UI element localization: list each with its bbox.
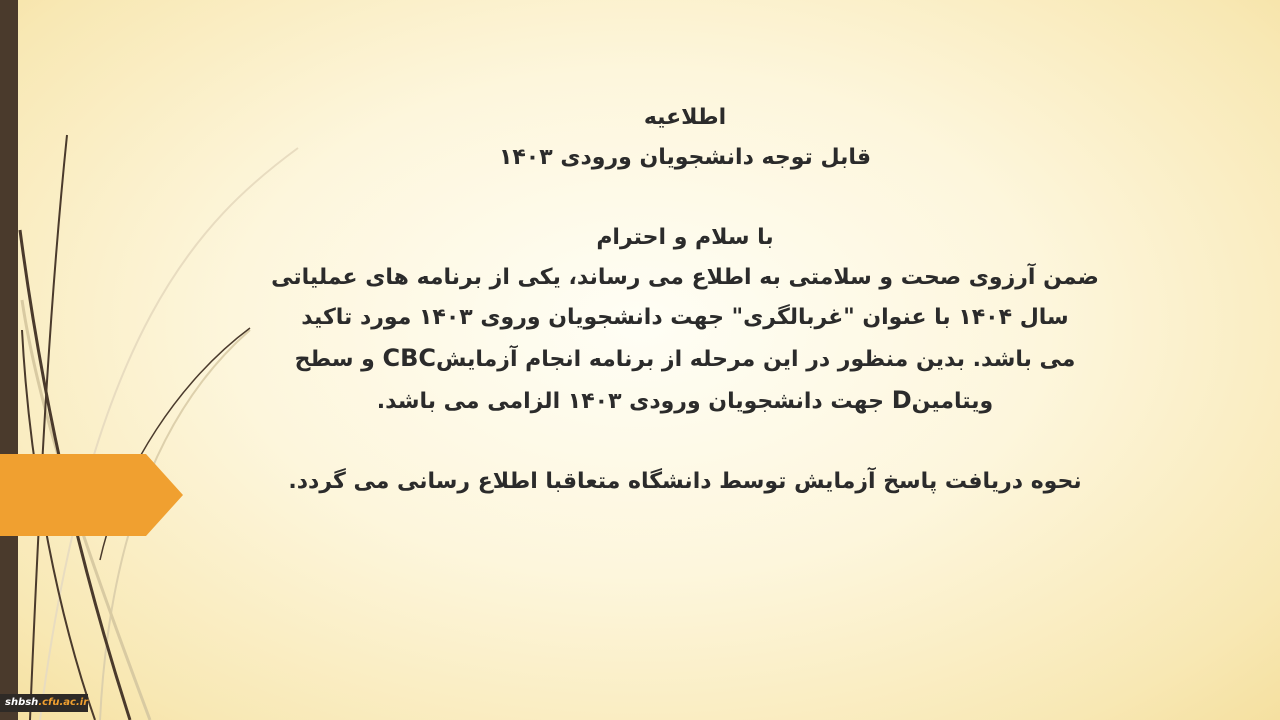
- watermark-part-2: .cfu.ac.ir: [38, 697, 89, 708]
- closing-text: نحوه دریافت پاسخ آزمایش توسط دانشگاه متعاقبا اطلاع رسانی می گردد.: [288, 469, 1082, 494]
- body-line-1: ضمن آرزوی صحت و سلامتی به اطلاع می رساند، یکی از برنامه های عملیاتی: [271, 265, 1099, 290]
- body-line-4-suffix: جهت دانشجویان ورودی ۱۴۰۳ الزامی می باشد.: [376, 389, 892, 414]
- greeting: با سلام و احترام: [596, 225, 774, 250]
- watermark-part-1: shbsh: [5, 697, 39, 708]
- watermark-url: [0, 694, 88, 712]
- body-line-3-suffix: و سطح: [294, 347, 383, 372]
- body-line-4: [240, 380, 1130, 422]
- body-line-3: [240, 338, 1130, 380]
- body-line-4-prefix: ویتامین: [911, 389, 994, 414]
- body-line-2: سال ۱۴۰۴ با عنوان "غربالگری" جهت دانشجویان وروی ۱۴۰۳ مورد تاکید: [301, 305, 1069, 330]
- vitamin-d-term: D: [891, 386, 912, 414]
- cbc-term: CBC: [382, 344, 437, 372]
- orange-arrow-shape: [0, 454, 183, 536]
- spacer: [240, 422, 1130, 462]
- notice-subtitle: قابل توجه دانشجویان ورودی ۱۴۰۳: [498, 145, 872, 170]
- notice-title: اطلاعیه: [643, 105, 727, 130]
- notice-content: [240, 98, 1130, 502]
- body-line-3-prefix: می باشد. بدین منظور در این مرحله از برنامه انجام آزمایش: [436, 347, 1076, 372]
- spacer: [240, 178, 1130, 218]
